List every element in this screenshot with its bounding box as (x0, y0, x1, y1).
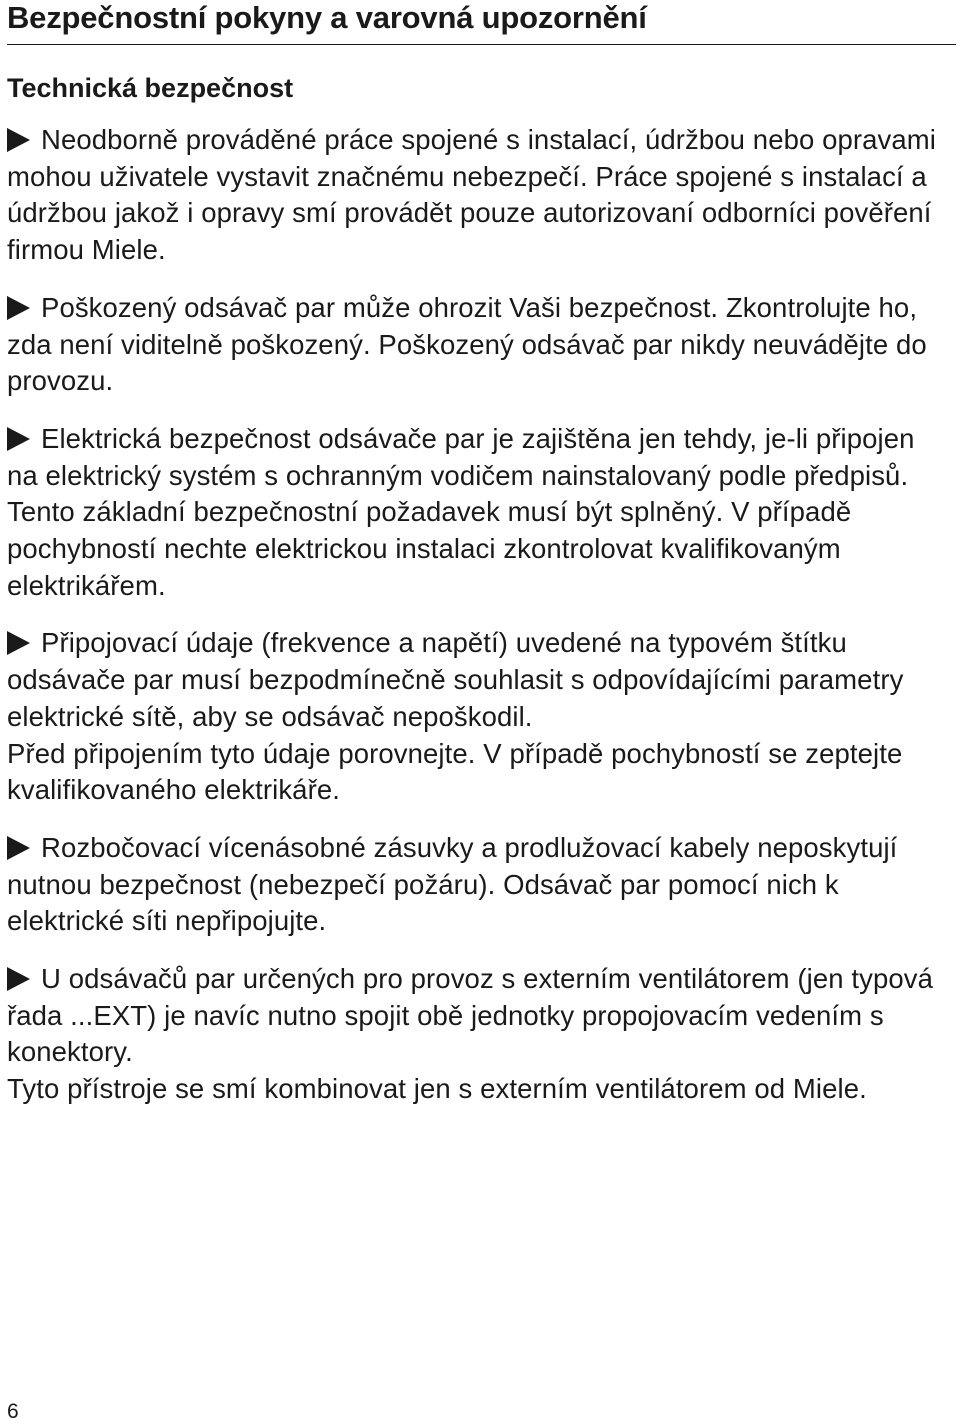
list-item (7, 830, 943, 940)
item-text: Rozbočovací vícenásobné zásuvky a prodlužovací kabely neposkytují nutnou bezpečnost (nebezpečí požáru). Odsávač par pomocí nich k elektrické síti nepřipojujte. (7, 831, 898, 937)
triangle-right-icon (7, 631, 30, 655)
item-text: Poškozený odsávač par může ohrozit Vaši bezpečnost. Zkontrolujte ho, zda není viditelně poškozený. Poškozený odsávač par nikdy neuvádějte do provozu. (7, 291, 927, 397)
triangle-right-icon (7, 427, 30, 451)
safety-instructions-list (7, 122, 943, 1129)
item-text: U odsávačů par určených pro provoz s externím ventilátorem (jen typová řada ...EXT) je navíc nutno spojit obě jednotky propojovacím vedením s konektory. (7, 963, 933, 1068)
title-divider (7, 44, 956, 45)
item-text: Připojovací údaje (frekvence a napětí) uvedené na typovém štítku odsávače par musí bezpodmínečně souhlasit s odpovídajícími parametry elektrické sítě, aby se odsávač nepoškodil. (7, 627, 904, 732)
list-item (7, 421, 943, 605)
triangle-right-icon (7, 296, 30, 320)
item-text: Elektrická bezpečnost odsávače par je zajištěna jen tehdy, je-li připojen na elektrický systém s ochranným vodičem nainstalovaný podle předpisů. Tento základní bezpečnostní požadavek musí být splněný. V případě pochybností nechte elektrickou instalaci zkontrolovat kvalifikovaným elektrikářem. (7, 422, 915, 601)
list-item (7, 625, 943, 809)
page-title: Bezpečnostní pokyny a varovná upozornění (7, 0, 647, 35)
item-text: Neodborně prováděné práce spojené s instalací, údržbou nebo opravami mohou uživatele vystavit značnému nebezpečí. Práce spojené s instalací a údržbou jakož i opravy smí provádět pouze autorizovaní odborníci pověření firmou Miele. (7, 124, 937, 266)
list-item (7, 290, 943, 400)
item-extra-text: Před připojením tyto údaje porovnejte. V případě pochybností se zeptejte kvalifikovaného elektrikáře. (7, 737, 903, 806)
triangle-right-icon (7, 836, 30, 860)
item-extra-text: Tyto přístroje se smí kombinovat jen s externím ventilátorem od Miele. (7, 1073, 867, 1105)
section-title: Technická bezpečnost (7, 73, 294, 103)
triangle-right-icon (7, 128, 30, 152)
list-item (7, 122, 943, 269)
list-item (7, 961, 943, 1108)
triangle-right-icon (7, 967, 30, 991)
page-number: 6 (7, 1400, 19, 1423)
